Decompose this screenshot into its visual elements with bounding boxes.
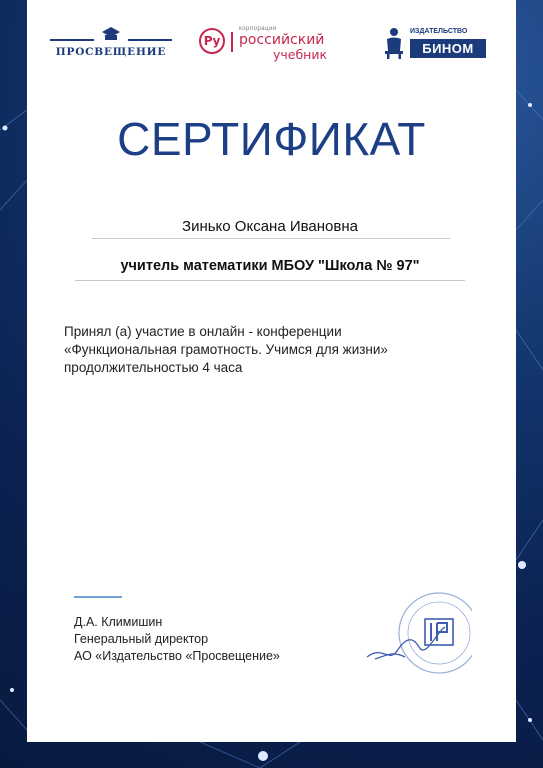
prosveshchenie-emblem-icon bbox=[100, 26, 122, 42]
company-seal-icon bbox=[399, 593, 472, 673]
binom-logo bbox=[383, 27, 488, 61]
ru-word-uchebnik: учебник bbox=[273, 47, 328, 62]
handwritten-signature-icon bbox=[367, 627, 445, 659]
recipient-name: Зинько Оксана Ивановна bbox=[182, 218, 358, 235]
seal-and-signature-graphic bbox=[327, 585, 472, 685]
prosveshchenie-logo-text: ПРОСВЕЩЕНИЕ bbox=[55, 46, 167, 58]
prosveshchenie-logo bbox=[50, 26, 172, 66]
signature-accent-rule bbox=[74, 596, 122, 598]
signer-title: Генеральный директор bbox=[74, 632, 209, 646]
signer-organization: АО «Издательство «Просвещение» bbox=[74, 649, 280, 663]
binom-name-plate: БИНОМ bbox=[410, 39, 486, 58]
ru-divider bbox=[231, 32, 233, 52]
reading-person-icon bbox=[383, 27, 405, 59]
recipient-position-underline bbox=[75, 280, 465, 281]
russian-textbook-logo bbox=[199, 26, 349, 66]
body-line-1: Принял (а) участие в онлайн - конференции bbox=[64, 324, 342, 339]
body-line-3: продолжительностью 4 часа bbox=[64, 360, 243, 375]
logo-rule-right bbox=[128, 39, 172, 41]
signer-block bbox=[74, 614, 280, 665]
logo-rule-left bbox=[50, 39, 94, 41]
ru-word-rossiyskiy: российский bbox=[239, 32, 325, 48]
certificate-title: СЕРТИФИКАТ bbox=[117, 113, 426, 165]
certificate-body bbox=[64, 323, 504, 377]
ru-corp-label: корпорация bbox=[239, 26, 277, 32]
recipient-name-underline bbox=[92, 238, 450, 239]
certificate-sheet bbox=[27, 0, 516, 742]
signer-name: Д.А. Климишин bbox=[74, 615, 163, 629]
body-line-2: «Функциональная грамотность. Учимся для жизни» bbox=[64, 342, 388, 357]
recipient-position: учитель математики МБОУ "Школа № 97" bbox=[120, 258, 420, 274]
ru-emblem-icon: Ру bbox=[199, 28, 225, 54]
binom-small-label: ИЗДАТЕЛЬСТВО bbox=[410, 28, 468, 35]
